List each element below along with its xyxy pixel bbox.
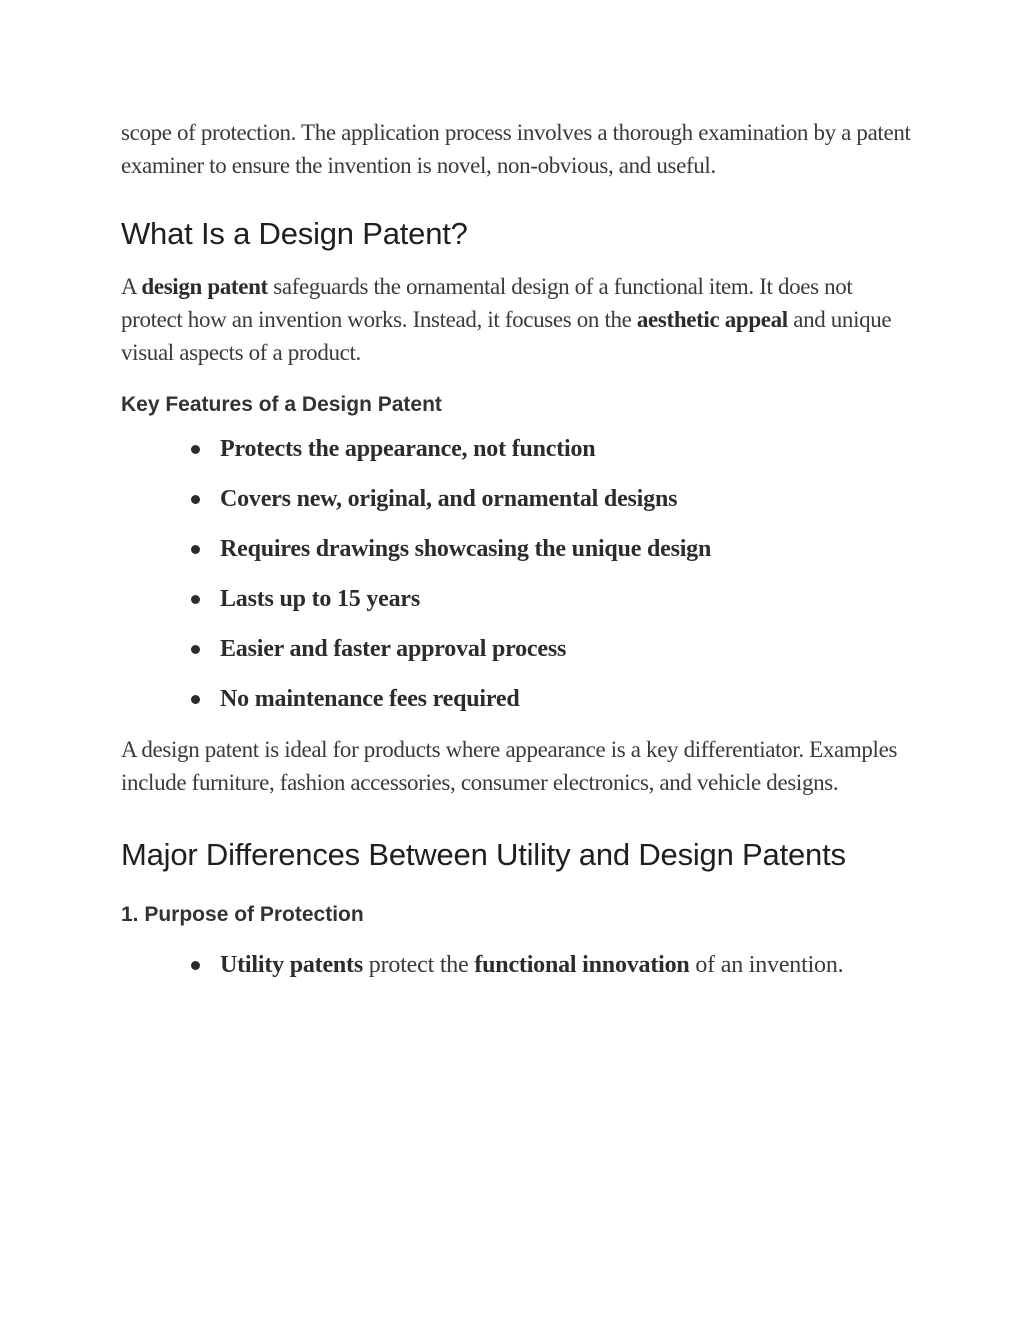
key-features-heading: Key Features of a Design Patent xyxy=(121,393,442,416)
major-differences-heading: Major Differences Between Utility and Design Patents xyxy=(121,837,846,872)
bullet-icon xyxy=(191,445,200,454)
list-item xyxy=(188,583,911,616)
design-patent-closing-paragraph: A design patent is ideal for products where appearance is a key differentiator. Examples include furniture, fashion accessories, consumer electronics, and vehicle designs. xyxy=(121,737,898,795)
list-item xyxy=(188,483,911,516)
list-item xyxy=(188,533,911,566)
design-patent-paragraph xyxy=(121,270,911,369)
feature-text: Easier and faster approval process xyxy=(220,636,567,662)
text-run: and unique visual aspects of a product. xyxy=(121,307,892,365)
purpose-list xyxy=(121,949,911,982)
purpose-of-protection-heading: 1. Purpose of Protection xyxy=(121,903,364,926)
bold-term-design-patent: design patent xyxy=(141,274,268,299)
text-run: protect the xyxy=(363,952,475,978)
design-patent-heading: What Is a Design Patent? xyxy=(121,216,468,251)
intro-paragraph: scope of protection. The application process involves a thorough examination by a patent examiner to ensure the invention is novel, non-obvious, and useful. xyxy=(121,120,911,178)
document-page xyxy=(121,116,911,982)
bullet-icon xyxy=(191,645,200,654)
bullet-icon xyxy=(191,595,200,604)
list-item xyxy=(188,633,911,666)
text-run: of an invention. xyxy=(689,952,844,978)
list-item xyxy=(188,949,911,982)
list-item xyxy=(188,433,911,466)
bullet-icon xyxy=(191,961,200,970)
feature-text: Protects the appearance, not function xyxy=(220,436,596,462)
bullet-icon xyxy=(191,495,200,504)
bold-term-functional-innovation: functional innovation xyxy=(474,952,690,978)
list-item xyxy=(188,683,911,716)
bold-term-aesthetic-appeal: aesthetic appeal xyxy=(636,307,788,332)
text-run: safeguards the ornamental design of a functional item. It does not protect how an invention works. Instead, it focuses on the xyxy=(121,274,853,332)
bullet-icon xyxy=(191,545,200,554)
feature-text: Requires drawings showcasing the unique design xyxy=(220,536,712,562)
bullet-icon xyxy=(191,695,200,704)
bold-term-utility-patents: Utility patents xyxy=(220,952,363,978)
feature-text: Lasts up to 15 years xyxy=(220,586,421,612)
text-run: A xyxy=(121,274,142,299)
key-features-list xyxy=(121,433,911,716)
feature-text: No maintenance fees required xyxy=(220,686,520,712)
feature-text: Covers new, original, and ornamental designs xyxy=(220,486,678,512)
